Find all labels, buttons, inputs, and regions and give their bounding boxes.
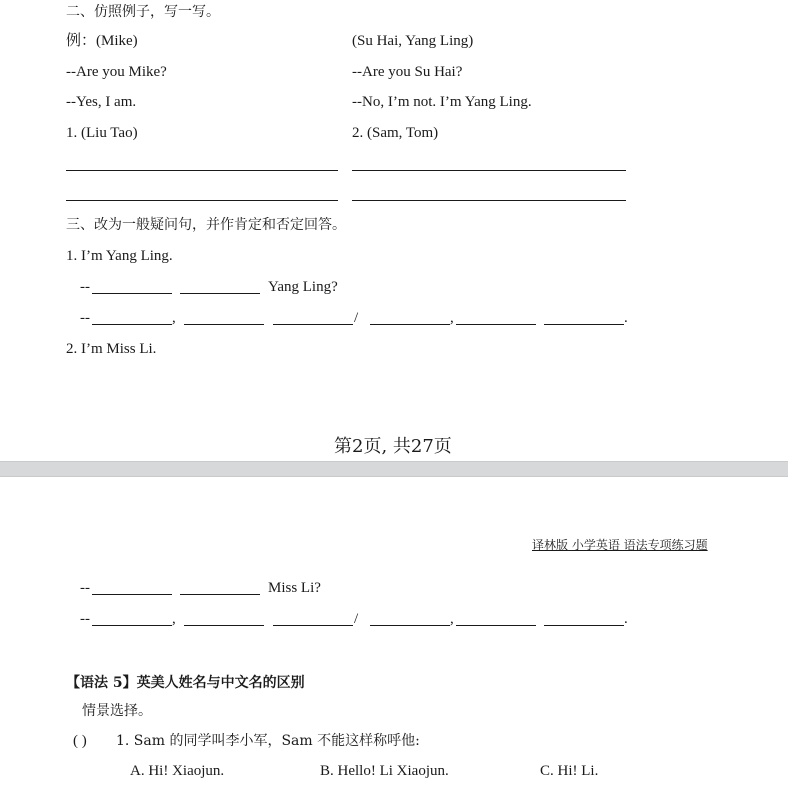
period: .: [624, 611, 628, 627]
fill-blank[interactable]: [370, 324, 450, 325]
instruction-text: 情景选择。: [82, 703, 152, 719]
dash-prefix: --: [80, 580, 90, 596]
fill-blank[interactable]: [184, 324, 264, 325]
option-a[interactable]: A. Hi! Xiaojun.: [130, 763, 225, 779]
exercise-2-item-2: 2. (Sam, Tom): [352, 125, 439, 141]
page-header: 译林版 小学英语 语法专项练习题: [532, 538, 708, 552]
example-right-question: --Are you Su Hai?: [352, 64, 463, 80]
example-label: 例：(Mike): [66, 33, 138, 49]
fill-blank[interactable]: [180, 293, 260, 294]
option-c[interactable]: C. Hi! Li.: [540, 763, 599, 779]
comma: ,: [172, 310, 176, 326]
comma: ,: [172, 611, 176, 627]
exercise-3-item-2: 2. I’m Miss Li.: [66, 341, 157, 357]
slash: /: [354, 611, 359, 627]
fill-blank[interactable]: [92, 293, 172, 294]
dash-prefix: --: [80, 611, 90, 627]
fill-blank[interactable]: [544, 324, 624, 325]
fill-blank[interactable]: [456, 625, 536, 626]
section-3-heading: 三、改为一般疑问句，并作肯定和否定回答。: [66, 217, 346, 233]
section-2-heading: 二、仿照例子，写一写。: [66, 4, 220, 20]
page-separator: [0, 461, 788, 477]
fill-blank[interactable]: [92, 594, 172, 595]
fill-blank[interactable]: [370, 625, 450, 626]
exercise-2-item-1: 1. (Liu Tao): [66, 125, 138, 141]
document-page-3: [0, 477, 788, 788]
fill-blank[interactable]: [184, 625, 264, 626]
example-right-names: (Su Hai, Yang Ling): [352, 33, 474, 49]
fill-blank[interactable]: [273, 324, 353, 325]
answer-line[interactable]: [352, 200, 626, 201]
dash-prefix: --: [80, 310, 90, 326]
answer-parentheses[interactable]: ( ): [73, 733, 87, 749]
grammar-section-heading: 【语法 5】英美人姓名与中文名的区别: [66, 675, 305, 691]
option-b[interactable]: B. Hello! Li Xiaojun.: [320, 763, 449, 779]
example-left-question: --Are you Mike?: [66, 64, 167, 80]
fill-blank[interactable]: [544, 625, 624, 626]
fill-blank[interactable]: [92, 324, 172, 325]
page-footer: 第2页, 共27页: [334, 436, 452, 457]
dash-prefix: --: [80, 279, 90, 295]
example-right-answer: --No, I’m not. I’m Yang Ling.: [352, 94, 532, 110]
fill-blank[interactable]: [456, 324, 536, 325]
comma: ,: [450, 611, 454, 627]
fill-blank[interactable]: [273, 625, 353, 626]
answer-line[interactable]: [66, 200, 338, 201]
slash: /: [354, 310, 359, 326]
example-left-answer: --Yes, I am.: [66, 94, 137, 110]
question-1-text: 1. Sam 的同学叫李小军，Sam 不能这样称呼他:: [116, 733, 420, 749]
fill-blank[interactable]: [180, 594, 260, 595]
answer-line[interactable]: [66, 170, 338, 171]
exercise-3-item-1: 1. I’m Yang Ling.: [66, 248, 173, 264]
question-suffix: Miss Li?: [268, 580, 321, 596]
answer-line[interactable]: [352, 170, 626, 171]
period: .: [624, 310, 628, 326]
question-suffix: Yang Ling?: [268, 279, 338, 295]
fill-blank[interactable]: [92, 625, 172, 626]
comma: ,: [450, 310, 454, 326]
